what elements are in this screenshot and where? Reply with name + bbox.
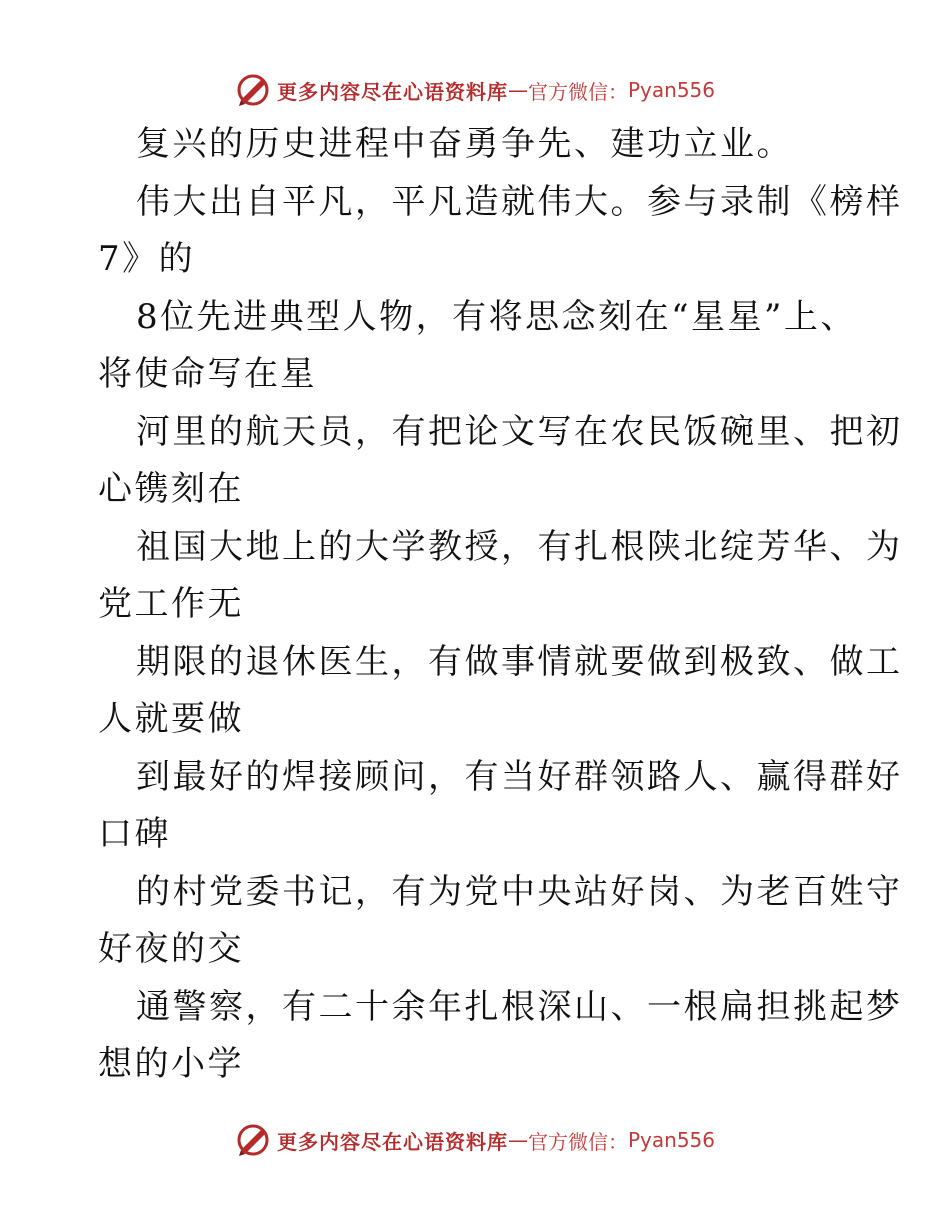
body-line: 8位先进典型人物，有将思念刻在“星星”上、 <box>136 296 857 337</box>
banner-wechat-id: Pyan556 <box>627 1128 715 1152</box>
body-line: 口碑 <box>98 814 171 854</box>
banner-separator: — <box>507 1128 528 1152</box>
body-line: 党工作无 <box>98 584 244 624</box>
pen-circle-logo-icon <box>235 72 271 108</box>
body-line: 复兴的历史进程中奋勇争先、建功立业。 <box>136 124 793 164</box>
body-line: 河里的航天员，有把论文写在农民饭碗里、把初 <box>136 411 903 452</box>
header-banner <box>0 70 950 110</box>
body-line: 通警察，有二十余年扎根深山、一根扁担挑起梦 <box>136 986 903 1027</box>
body-line: 人就要做 <box>98 699 244 739</box>
body-line: 伟大出自平凡，平凡造就伟大。参与录制《榜样 <box>136 181 903 222</box>
body-line: 的村党委书记，有为党中央站好岗、为老百姓守 <box>136 871 903 912</box>
banner-wechat-id: Pyan556 <box>627 78 715 102</box>
body-line: 祖国大地上的大学教授，有扎根陕北绽芳华、为 <box>136 526 903 567</box>
body-line: 好夜的交 <box>98 929 244 969</box>
body-line: 心镌刻在 <box>98 469 244 509</box>
banner-wechat-label: 官方微信： <box>527 1129 628 1154</box>
banner-wechat-label: 官方微信： <box>527 79 628 104</box>
banner-title: 更多内容尽在心语资料库 <box>276 79 508 104</box>
body-line: 将使命写在星 <box>98 354 317 394</box>
body-line: 想的小学 <box>98 1044 244 1084</box>
body-line: 期限的退休医生，有做事情就要做到极致、做工 <box>136 641 903 682</box>
body-line: 到最好的焊接顾问，有当好群领路人、赢得群好 <box>136 756 903 797</box>
banner-separator: — <box>507 78 528 102</box>
pen-circle-logo-icon <box>235 1122 271 1158</box>
body-line: 7》的 <box>98 239 196 279</box>
banner-title: 更多内容尽在心语资料库 <box>276 1129 508 1154</box>
document-body <box>98 116 903 1094</box>
footer-banner <box>0 1120 950 1160</box>
